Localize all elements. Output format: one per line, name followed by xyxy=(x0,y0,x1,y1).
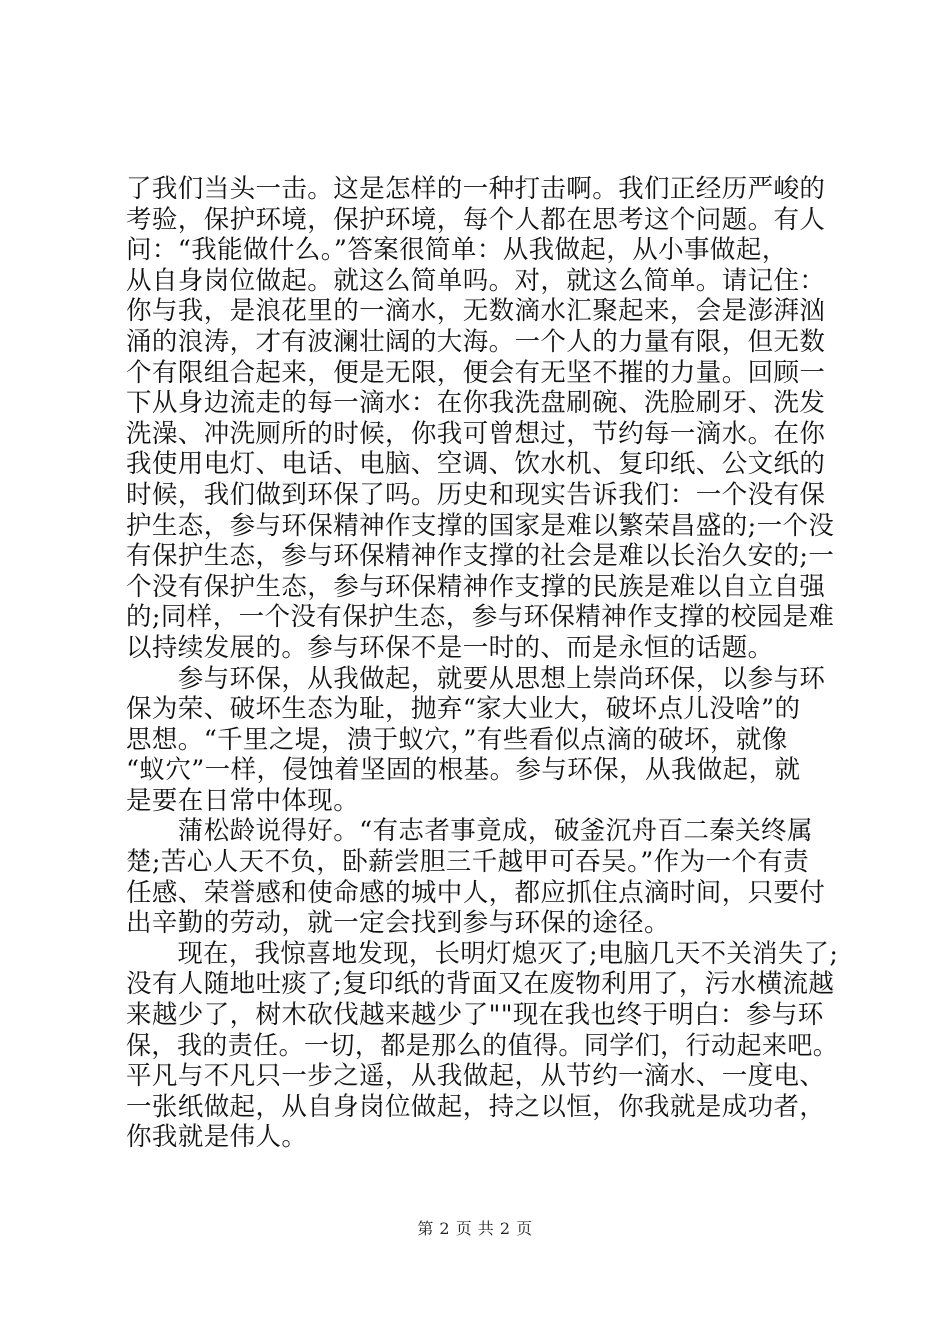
text-line: 任感、荣誉感和使命感的城中人，都应抓住点滴时间，只要付 xyxy=(126,877,826,908)
text-line: 保为荣、破坏生态为耻，抛弃“家大业大，破坏点儿没啥”的 xyxy=(126,694,801,725)
text-line: 护生态，参与环保精神作支撑的国家是难以繁荣昌盛的;一个没 xyxy=(126,510,835,541)
text-line: 保，我的责任。一切，都是那么的值得。同学们，行动起来吧。 xyxy=(126,1030,839,1061)
text-line: 现在，我惊喜地发现，长明灯熄灭了;电脑几天不关消失了; xyxy=(126,938,839,969)
text-line: 参与环保，从我做起，就要从思想上崇尚环保，以参与环 xyxy=(126,663,826,694)
text-line: 你我就是伟人。 xyxy=(126,1122,308,1153)
text-line: 平凡与不凡只一步之遥，从我做起，从节约一滴水、一度电、 xyxy=(126,1061,826,1092)
text-line: “蚁穴”一样，侵蚀着坚固的根基。参与环保，从我做起，就 xyxy=(126,755,801,786)
text-line: 以持续发展的。参与环保不是一时的、而是永恒的话题。 xyxy=(126,632,774,663)
text-line: 问：“我能做什么。”答案很简单：从我做起，从小事做起， xyxy=(126,235,788,266)
text-line: 出辛勤的劳动，就一定会找到参与环保的途径。 xyxy=(126,908,670,939)
text-line: 的;同样，一个没有保护生态，参与环保精神作支撑的校园是难 xyxy=(126,602,835,633)
text-line: 来越少了，树木砍伐越来越少了""现在我也终于明白：参与环 xyxy=(126,1000,824,1031)
text-line: 楚;苦心人天不负，卧薪尝胆三千越甲可吞吴。”作为一个有责 xyxy=(126,847,810,878)
text-line: 你与我，是浪花里的一滴水，无数滴水汇聚起来，会是澎湃汹 xyxy=(126,296,826,327)
page-footer: 第 2 页 共 2 页 xyxy=(417,1219,533,1238)
text-line: 个没有保护生态，参与环保精神作支撑的民族是难以自立自强 xyxy=(126,571,826,602)
text-line: 蒲松龄说得好。“有志者事竟成，破釜沉舟百二秦关终属 xyxy=(126,816,813,847)
text-line: 时候，我们做到环保了吗。历史和现实告诉我们：一个没有保 xyxy=(126,479,826,510)
text-line: 洗澡、冲洗厕所的时候，你我可曾想过，节约每一滴水。在你 xyxy=(126,418,826,449)
text-line: 从自身岗位做起。就这么简单吗。对，就这么简单。请记住： xyxy=(126,265,826,296)
text-line: 是要在日常中体现。 xyxy=(126,785,360,816)
text-line: 我使用电灯、电话、电脑、空调、饮水机、复印纸、公文纸的 xyxy=(126,449,826,480)
text-line: 了我们当头一击。这是怎样的一种打击啊。我们正经历严峻的 xyxy=(126,174,826,204)
text-line: 下从身边流走的每一滴水：在你我洗盘刷碗、洗脸刷牙、洗发 xyxy=(126,388,826,419)
text-line: 一张纸做起，从自身岗位做起，持之以恒，你我就是成功者， xyxy=(126,1091,826,1122)
text-line: 个有限组合起来，便是无限，便会有无坚不摧的力量。回顾一 xyxy=(126,357,826,388)
text-line: 涌的浪涛，才有波澜壮阔的大海。一个人的力量有限，但无数 xyxy=(126,326,826,357)
text-line: 思想。“千里之堤，溃于蚁穴，”有些看似点滴的破坏，就像 xyxy=(126,724,788,755)
document-body xyxy=(126,174,838,1153)
text-line: 没有人随地吐痰了;复印纸的背面又在废物利用了，污水横流越 xyxy=(126,969,835,1000)
text-line: 考验，保护环境，保护环境，每个人都在思考这个问题。有人 xyxy=(126,204,826,235)
text-line: 有保护生态，参与环保精神作支撑的社会是难以长治久安的;一 xyxy=(126,541,835,572)
